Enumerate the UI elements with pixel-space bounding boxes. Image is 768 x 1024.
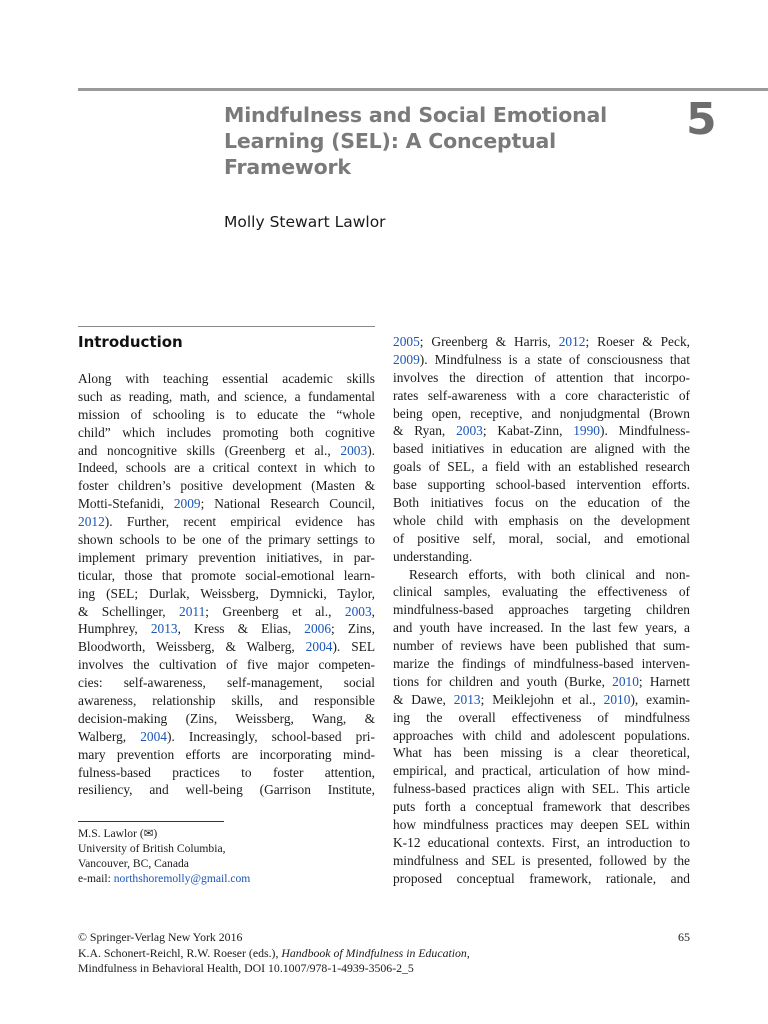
chapter-title-line: Learning (SEL): A Conceptual <box>224 129 556 153</box>
text-line <box>78 513 375 531</box>
text-run: ). Increasingly, school-based pri- <box>167 728 375 744</box>
email-link[interactable]: northshoremolly@gmail.com <box>113 872 251 885</box>
text-run: Along with teaching essential academic skills <box>78 371 375 386</box>
text-run: goals of SEL, a field with an established research <box>393 459 690 475</box>
text-run: ; Roeser & Peck, <box>585 334 690 349</box>
text-line <box>78 710 375 728</box>
text-line <box>393 780 690 798</box>
text-run: ; National Research Council, <box>200 496 375 512</box>
text-run: resiliency, and well-being (Garrison Institute, <box>78 782 375 798</box>
text-line <box>393 673 690 691</box>
text-line <box>393 566 690 584</box>
text-line <box>393 655 690 673</box>
copyright-line: © Springer-Verlag New York 2016 <box>78 930 243 944</box>
text-run: whole child with emphasis on the development <box>393 512 690 528</box>
text-line <box>78 495 375 513</box>
text-line <box>393 369 690 387</box>
citation-link[interactable]: 2011 <box>179 603 206 619</box>
text-run: approaches with child and adolescent populations. <box>393 727 690 743</box>
text-line <box>393 494 690 512</box>
chapter-title <box>224 102 644 180</box>
text-run: & Schellinger, <box>78 603 179 619</box>
text-line <box>393 619 690 637</box>
text-run: Both initiatives focus on the education of the <box>393 495 690 511</box>
citation-link[interactable]: 2003 <box>456 423 483 439</box>
text-run: marize the findings of mindfulness-based interven- <box>393 656 690 672</box>
citation-link[interactable]: 2004 <box>140 728 167 744</box>
text-line <box>78 764 375 782</box>
text-line <box>78 477 375 495</box>
text-run: ticular, those that promote social-emotional learn- <box>78 567 375 583</box>
text-run: ). <box>367 442 375 458</box>
text-line <box>393 870 690 888</box>
text-run: puts forth a conceptual framework that describes <box>393 799 690 815</box>
text-run: mindfulness and SEL is presented, followed by the <box>393 852 690 868</box>
text-run: mindfulness-based approaches targeting children <box>393 602 690 618</box>
citation-line <box>78 946 690 962</box>
author-name: Molly Stewart Lawlor <box>224 213 386 231</box>
text-line <box>78 620 375 638</box>
citation-link[interactable]: 2009 <box>393 351 420 367</box>
text-line <box>393 691 690 709</box>
book-title-suffix: , <box>466 945 470 960</box>
footnote-author: M.S. Lawlor (✉) <box>78 827 158 840</box>
text-run: based initiatives in education are aligned with the <box>393 441 690 457</box>
citation-link[interactable]: 1990 <box>573 423 600 439</box>
text-run: and youth have increased. In the last few years, a <box>393 620 690 636</box>
text-run: ). Mindfulness- <box>599 423 690 439</box>
text-line <box>78 424 375 442</box>
text-line <box>393 387 690 405</box>
citation-link[interactable]: 2003 <box>340 442 368 458</box>
text-run: decision-making (Zins, Weissberg, Wang, & <box>78 710 375 726</box>
text-run: being open, receptive, and nonjudgmental (Brown <box>393 405 690 421</box>
text-line <box>78 567 375 585</box>
text-run: ). Further, recent empirical evidence has <box>104 514 375 530</box>
text-line <box>78 388 375 406</box>
email-label: e-mail: <box>78 872 114 885</box>
text-line <box>393 762 690 780</box>
text-line <box>78 638 375 656</box>
citation-link[interactable]: 2012 <box>558 334 586 349</box>
text-run: awareness, relationship skills, and responsible <box>78 693 375 709</box>
text-run: shown schools to be one of the primary settings to <box>78 532 375 548</box>
text-run: involves the cultivation of five major competen- <box>78 657 375 673</box>
citation-link[interactable]: 2010 <box>612 673 639 689</box>
page-footer <box>78 930 690 977</box>
text-run: ing the overall effectiveness of mindfulness <box>393 709 690 725</box>
text-line <box>78 549 375 567</box>
header-rule <box>78 88 768 91</box>
text-line <box>78 370 375 388</box>
text-run: Indeed, schools are a critical context in which to <box>78 460 375 476</box>
text-line <box>393 727 690 745</box>
text-line <box>393 512 690 530</box>
text-line <box>393 351 690 369</box>
left-column-text <box>78 370 375 799</box>
text-run: & Ryan, <box>393 423 457 439</box>
text-line <box>393 458 690 476</box>
text-run: ). Mindfulness is a state of consciousness that <box>419 351 690 367</box>
text-run: ; Greenberg et al., <box>205 603 345 619</box>
text-run: how mindfulness practices may deepen SEL within <box>393 817 690 833</box>
text-line <box>393 816 690 834</box>
text-line <box>393 476 690 494</box>
page-number: 65 <box>678 930 690 944</box>
chapter-number: 5 <box>686 94 717 145</box>
text-line <box>78 728 375 746</box>
text-line <box>393 744 690 762</box>
text-line <box>393 798 690 816</box>
footnote-rule <box>78 821 224 822</box>
text-run: ; Harnett <box>638 673 690 689</box>
citation-link[interactable]: 2013 <box>453 691 481 707</box>
text-run: involves the direction of attention that incorpo- <box>393 369 690 385</box>
text-run: , <box>371 603 376 619</box>
text-run: Humphrey, <box>78 621 151 637</box>
series-doi-line: Mindfulness in Behavioral Health, DOI 10.1007/978-1-4939-3506-2_5 <box>78 961 414 975</box>
text-run: What has been missing is a clear theoretical, <box>393 745 690 761</box>
text-line <box>78 406 375 424</box>
text-run: ; Meiklejohn et al., <box>480 691 604 707</box>
text-line <box>393 637 690 655</box>
text-run: clinical samples, evaluating the effectiveness of <box>393 584 690 600</box>
text-run: fulness-based practices align with SEL. This article <box>393 781 690 797</box>
citation-link[interactable]: 2009 <box>173 496 201 512</box>
text-line <box>78 692 375 710</box>
text-line <box>393 548 690 566</box>
text-line <box>78 656 375 674</box>
text-run: foster children’s positive development (Masten & <box>78 478 375 494</box>
text-line <box>393 422 690 440</box>
text-line <box>78 781 375 799</box>
text-run: proposed conceptual framework, rationale, and <box>393 870 690 886</box>
text-run: tions for children and youth (Burke, <box>393 673 613 689</box>
text-line <box>78 459 375 477</box>
text-line <box>393 583 690 601</box>
text-run: child” which includes promoting both cognitive <box>78 424 375 440</box>
text-run: mary prevention efforts are incorporating mind- <box>78 746 375 762</box>
citation-link[interactable]: 2005 <box>393 334 420 349</box>
chapter-title-line: Mindfulness and Social Emotional <box>224 103 607 127</box>
text-run: Bloodworth, Weissberg, & Walberg, <box>78 639 306 655</box>
text-run: Motti-Stefanidi, <box>78 496 174 512</box>
text-line <box>78 674 375 692</box>
footnote-affiliation: University of British Columbia, <box>78 842 226 855</box>
text-run: Research efforts, with both clinical and non- <box>409 566 690 582</box>
text-run: understanding. <box>393 548 473 564</box>
text-line <box>78 603 375 621</box>
text-run: cies: self-awareness, self-management, social <box>78 675 375 691</box>
author-footnote <box>78 826 378 886</box>
citation-link[interactable]: 2013 <box>150 621 178 637</box>
book-title: Handbook of Mindfulness in Education <box>281 945 467 960</box>
citation-link[interactable]: 2010 <box>603 691 631 707</box>
text-line <box>393 852 690 870</box>
text-line <box>393 530 690 548</box>
text-run: ; Greenberg & Harris, <box>419 334 559 349</box>
text-run: ing (SEL; Durlak, Weissberg, Dymnicki, Taylor, <box>78 585 375 601</box>
text-run: base supporting school-based intervention efforts. <box>393 477 690 493</box>
text-run: , Kress & Elias, <box>177 621 305 637</box>
citation-link[interactable]: 2003 <box>344 603 372 619</box>
text-run: ; Kabat-Zinn, <box>482 423 574 439</box>
text-run: K-12 educational contexts. First, an introduction to <box>393 834 690 850</box>
text-run: & Dawe, <box>393 691 454 707</box>
text-run: such as reading, math, and science, a fundamental <box>78 388 375 404</box>
citation-link[interactable]: 2012 <box>78 514 105 530</box>
text-run: mission of schooling is to educate the “whole <box>78 406 375 422</box>
text-run: empirical, and practical, articulation of how mind- <box>393 763 690 779</box>
text-run: ). SEL <box>332 639 375 655</box>
text-run: and noncognitive skills (Greenberg et al., <box>78 442 341 458</box>
text-line <box>393 709 690 727</box>
section-heading: Introduction <box>78 333 183 351</box>
chapter-title-line: Framework <box>224 155 351 179</box>
text-run: rates self-awareness with a core characteristic of <box>393 387 690 403</box>
text-line <box>393 834 690 852</box>
right-column-text <box>393 333 690 888</box>
section-rule <box>78 326 375 327</box>
text-line <box>393 333 690 351</box>
text-run: implement primary prevention initiatives, in par- <box>78 549 375 565</box>
text-run: ; Zins, <box>331 621 375 637</box>
text-line <box>78 585 375 603</box>
citation-link[interactable]: 2004 <box>305 639 333 655</box>
text-line <box>393 405 690 423</box>
text-run: Walberg, <box>78 728 141 744</box>
text-line <box>78 746 375 764</box>
citation-link[interactable]: 2006 <box>304 621 332 637</box>
text-line <box>78 442 375 460</box>
text-run: number of reviews have been published that sum- <box>393 638 690 654</box>
text-line <box>78 531 375 549</box>
text-run: fulness-based practices to foster attention, <box>78 764 375 780</box>
text-line <box>393 440 690 458</box>
footnote-email-line <box>78 871 378 886</box>
footnote-location: Vancouver, BC, Canada <box>78 857 189 870</box>
text-line <box>393 601 690 619</box>
text-run: ), examin- <box>630 691 691 707</box>
editors: K.A. Schonert-Reichl, R.W. Roeser (eds.), <box>78 945 282 960</box>
text-run: of positive self, moral, social, and emotional <box>393 530 690 546</box>
